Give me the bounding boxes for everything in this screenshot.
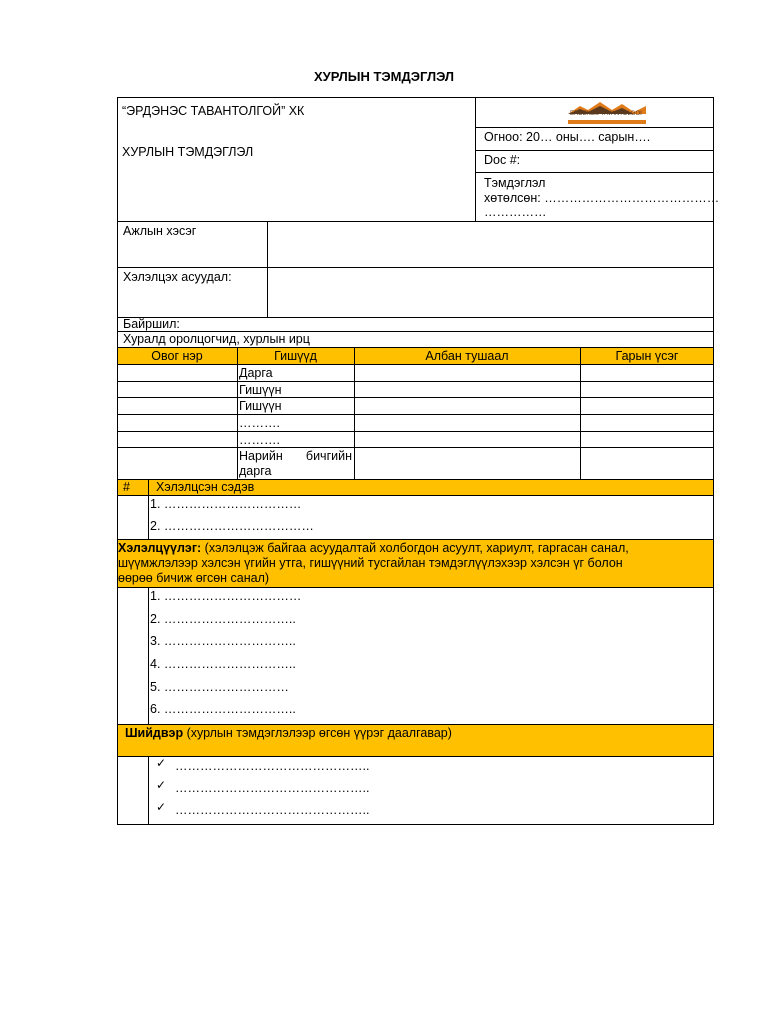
discussion-item: 4. ………………………….. — [150, 657, 296, 671]
member-role: Гишүүн — [239, 399, 282, 413]
decision-desc: (хурлын тэмдэглэлээр өгсөн үүрэг даалгавар) — [183, 726, 452, 740]
location-row — [117, 317, 714, 332]
col-header-name: Овог нэр — [151, 349, 203, 363]
topics-num-divider — [148, 479, 149, 540]
member-role: Дарга — [239, 366, 273, 380]
decision-item: ……………………………………….. — [175, 803, 370, 817]
document-title: ХУРЛЫН ТЭМДЭГЛЭЛ — [313, 69, 455, 84]
row-line-3 — [117, 414, 714, 415]
discussion-desc-2: шүүмжлэлээр хэлсэн үгийн утга, гишүүний тусгайлан тэмдэглүүлэхээр хэлсэн үг болон — [118, 556, 623, 570]
prepared-by-label: Тэмдэглэл — [484, 176, 546, 190]
doc-number: Doc #: — [484, 153, 521, 167]
work-unit-label: Ажлын хэсэг — [123, 224, 197, 238]
location-label: Байршил: — [123, 317, 180, 331]
decision-item: ……………………………………….. — [175, 781, 370, 795]
discussion-item: 3. ………………………….. — [150, 634, 296, 648]
date-field: Огноо: 20… оны…. сарын…. — [484, 130, 651, 144]
col-header-signature: Гарын үсэг — [615, 349, 679, 363]
decision-divider — [148, 756, 149, 825]
date-row-line — [475, 150, 714, 151]
member-role: Гишүүн — [239, 383, 282, 397]
member-role: Нарийн бичгийн — [239, 449, 352, 463]
check-icon: ✓ — [156, 778, 167, 792]
prepared-by-line: хөтөлсөн: …………………………………… — [484, 191, 720, 205]
topics-title-header: Хэлэлцсэн сэдэв — [156, 480, 255, 494]
doc-row-line — [475, 172, 714, 173]
discussion-desc-3: өөрөө бичиж өгсөн санал) — [118, 571, 270, 585]
discussion-num-divider — [148, 587, 149, 725]
decision-label: Шийдвэр — [125, 726, 184, 740]
member-role: дарга — [239, 464, 272, 478]
doc-subtitle: ХУРЛЫН ТЭМДЭГЛЭЛ — [122, 145, 254, 159]
company-logo — [566, 100, 648, 125]
prepared-by-continuation: …………… — [484, 205, 547, 219]
row-line-2 — [117, 397, 714, 398]
discussion-desc-1: (хэлэлцэж байгаа асуудалтай холбогдон асуулт, хариулт, гаргасан санал, — [201, 541, 629, 555]
discussion-item: 5. ………………………… — [150, 680, 289, 694]
discussion-label: Хэлэлцүүлэг: — [118, 541, 202, 555]
company-name: “ЭРДЭНЭС ТАВАНТОЛГОЙ” ХК — [122, 104, 305, 118]
row-line-4 — [117, 431, 714, 432]
row-line-5 — [117, 447, 714, 448]
col-header-position: Албан тушаал — [425, 349, 509, 363]
member-role: ………. — [239, 416, 280, 430]
topic-label: Хэлэлцэх асуудал: — [123, 270, 232, 284]
decision-text — [125, 726, 452, 740]
discussion-item: 1. …………………………… — [150, 589, 302, 603]
discussion-item: 6. ………………………….. — [150, 702, 296, 716]
topic-item: 2. ……………………………… — [150, 519, 314, 533]
discussion-item: 2. ………………………….. — [150, 612, 296, 626]
check-icon: ✓ — [156, 800, 167, 814]
check-icon: ✓ — [156, 756, 167, 770]
decision-item: ……………………………………….. — [175, 759, 370, 773]
row-line-1 — [117, 381, 714, 382]
work-unit-line — [117, 267, 714, 268]
discussion-text — [118, 541, 629, 555]
work-unit-divider — [267, 221, 268, 318]
member-role: ………. — [239, 433, 280, 447]
logo-text: ERDENES TAVANTOLGOI — [570, 111, 642, 117]
logo-row-line — [475, 127, 714, 128]
col-header-members: Гишүүд — [274, 349, 317, 363]
participants-label: Хуралд оролцогчид, хурлын ирц — [123, 332, 310, 346]
topics-num-header: # — [123, 480, 130, 494]
header-divider — [475, 97, 476, 222]
topic-item: 1. …………………………… — [150, 497, 302, 511]
